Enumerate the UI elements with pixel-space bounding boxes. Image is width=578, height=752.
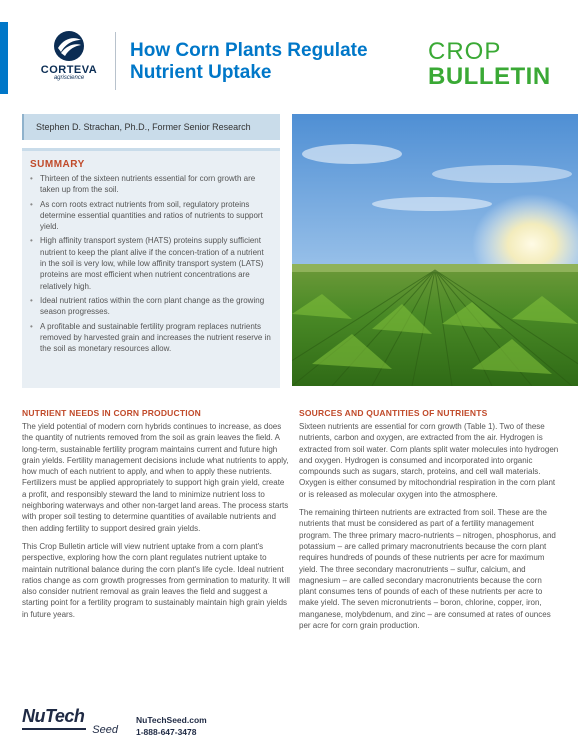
summary-item: • High affinity transport system (HATS) proteins supply sufficient nutrient to keep the plant alive if the concen-tration of a nutrient in the soil is very low, while low affinity transport system (LATS) proteins are most efficient when nutrient concentrations are relatively high. bbox=[30, 235, 272, 291]
left-column bbox=[22, 408, 290, 627]
phone-number: 1-888-647-3478 bbox=[136, 727, 197, 737]
summary-item: • A profitable and sustainable fertility program replaces nutrients removed by harvested grain and increases the nutrient reserve in the soil as monetary resources allow. bbox=[30, 321, 272, 355]
section-heading-nutrient-needs: NUTRIENT NEEDS IN CORN PRODUCTION bbox=[22, 408, 201, 418]
bulletin-line1: CROP bbox=[428, 38, 502, 65]
crop-bulletin-mark bbox=[428, 38, 551, 90]
header-divider bbox=[115, 32, 116, 90]
contact-info bbox=[136, 714, 207, 738]
logo-wordmark: CORTEVA bbox=[40, 64, 98, 76]
summary-list bbox=[30, 173, 272, 354]
author-text: Stephen D. Strachan, Ph.D., Former Senior Research bbox=[36, 122, 251, 132]
right-column bbox=[299, 408, 561, 638]
accent-strip bbox=[0, 22, 8, 94]
summary-box bbox=[22, 148, 280, 388]
summary-heading: SUMMARY bbox=[30, 159, 85, 170]
nutech-wordmark: NuTech bbox=[22, 706, 85, 726]
paragraph: The yield potential of modern corn hybrids continues to increase, as does the quantity of nutrients removed from the soil as grain leaves the field. A long-term, sustainable fertility program maintains current and future high grain yields. Fertility management decisions include what nutrients to apply, how much of each nutrient to apply, and when to apply these nutrients. Fertilizers must be applied appropriately to support high grain yield, create a profit, and responsibly steward the land to minimize nutrient loss to neighboring waterways and other non-target land areas. The process starts with proper soil testing to determine quantities of available nutrients and then adding fertility to support desired grain yields. bbox=[22, 422, 289, 533]
summary-item: • Ideal nutrient ratios within the corn plant change as the growing season progresses. bbox=[30, 295, 272, 318]
page-footer bbox=[22, 706, 322, 746]
cornfield-photo bbox=[292, 114, 578, 386]
corteva-logo bbox=[30, 30, 108, 90]
section-heading-sources: SOURCES AND QUANTITIES OF NUTRIENTS bbox=[299, 408, 488, 418]
summary-item: • Thirteen of the sixteen nutrients essential for corn growth are taken up from the soil. bbox=[30, 173, 272, 196]
paragraph: The remaining thirteen nutrients are extracted from soil. These are the nutrients that must be considered as part of a fertility management program. The three primary macro-nutrients – nitrogen, phosphorus, and potassium – are called primary macronutrients because the corn plant requires hundreds of pounds of these nutrients per acre for maximum yield. The three secondary macronutrients – sulfur, calcium, and magnesium – are called secondary macronutrients because the corn plant consumes tens of pounds of each of these nutrients per acre to make yield. The seven micronutrients – boron, chlorine, copper, iron, manganese, molybdenum, and zinc – are consumed at rates of ounces per acre for corn grain production. bbox=[299, 508, 556, 631]
corteva-emblem-icon bbox=[52, 30, 86, 62]
nutech-underline bbox=[22, 728, 86, 730]
nutech-logo bbox=[22, 706, 120, 746]
nutech-seed-text: Seed bbox=[92, 724, 118, 736]
summary-item: • As corn roots extract nutrients from soil, regulatory proteins determine essential quantities and ratios of nutrients to support yield. bbox=[30, 199, 272, 233]
logo-tagline: agriscience bbox=[53, 75, 85, 81]
paragraph: Sixteen nutrients are essential for corn growth (Table 1). Two of these nutrients, carbon and oxygen, are extracted from the air. Hydrogen is extracted from soil water. Corn plants split water molecules into hydrogen and oxygen. Hydrogen is consumed and incorporated into organic compounds such as sugars, starch, proteins, and cell wall materials. Oxygen is either consumed by mitochondrial respiration in the corn plant or is released as molecular oxygen into the atmosphere. bbox=[299, 422, 559, 499]
page-title: How Corn Plants Regulate Nutrient Uptake bbox=[130, 40, 368, 83]
website-link[interactable]: NuTechSeed.com bbox=[136, 715, 207, 725]
page-header bbox=[0, 0, 578, 100]
author-bar bbox=[22, 114, 280, 140]
paragraph: This Crop Bulletin article will view nutrient uptake from a corn plant's perspective, exploring how the corn plant regulates nutrient uptake to maintain nutritional balance during the corn plant's life cycle. Ideal nutrient ratios change as corn growth progresses from germination to maturity. It will also consider nutrient removal as grain leaves the field and suggest a starting point for a fertility program to sustainably maintain high grain yields in future years. bbox=[22, 541, 290, 619]
bulletin-line2: BULLETIN bbox=[428, 63, 551, 90]
